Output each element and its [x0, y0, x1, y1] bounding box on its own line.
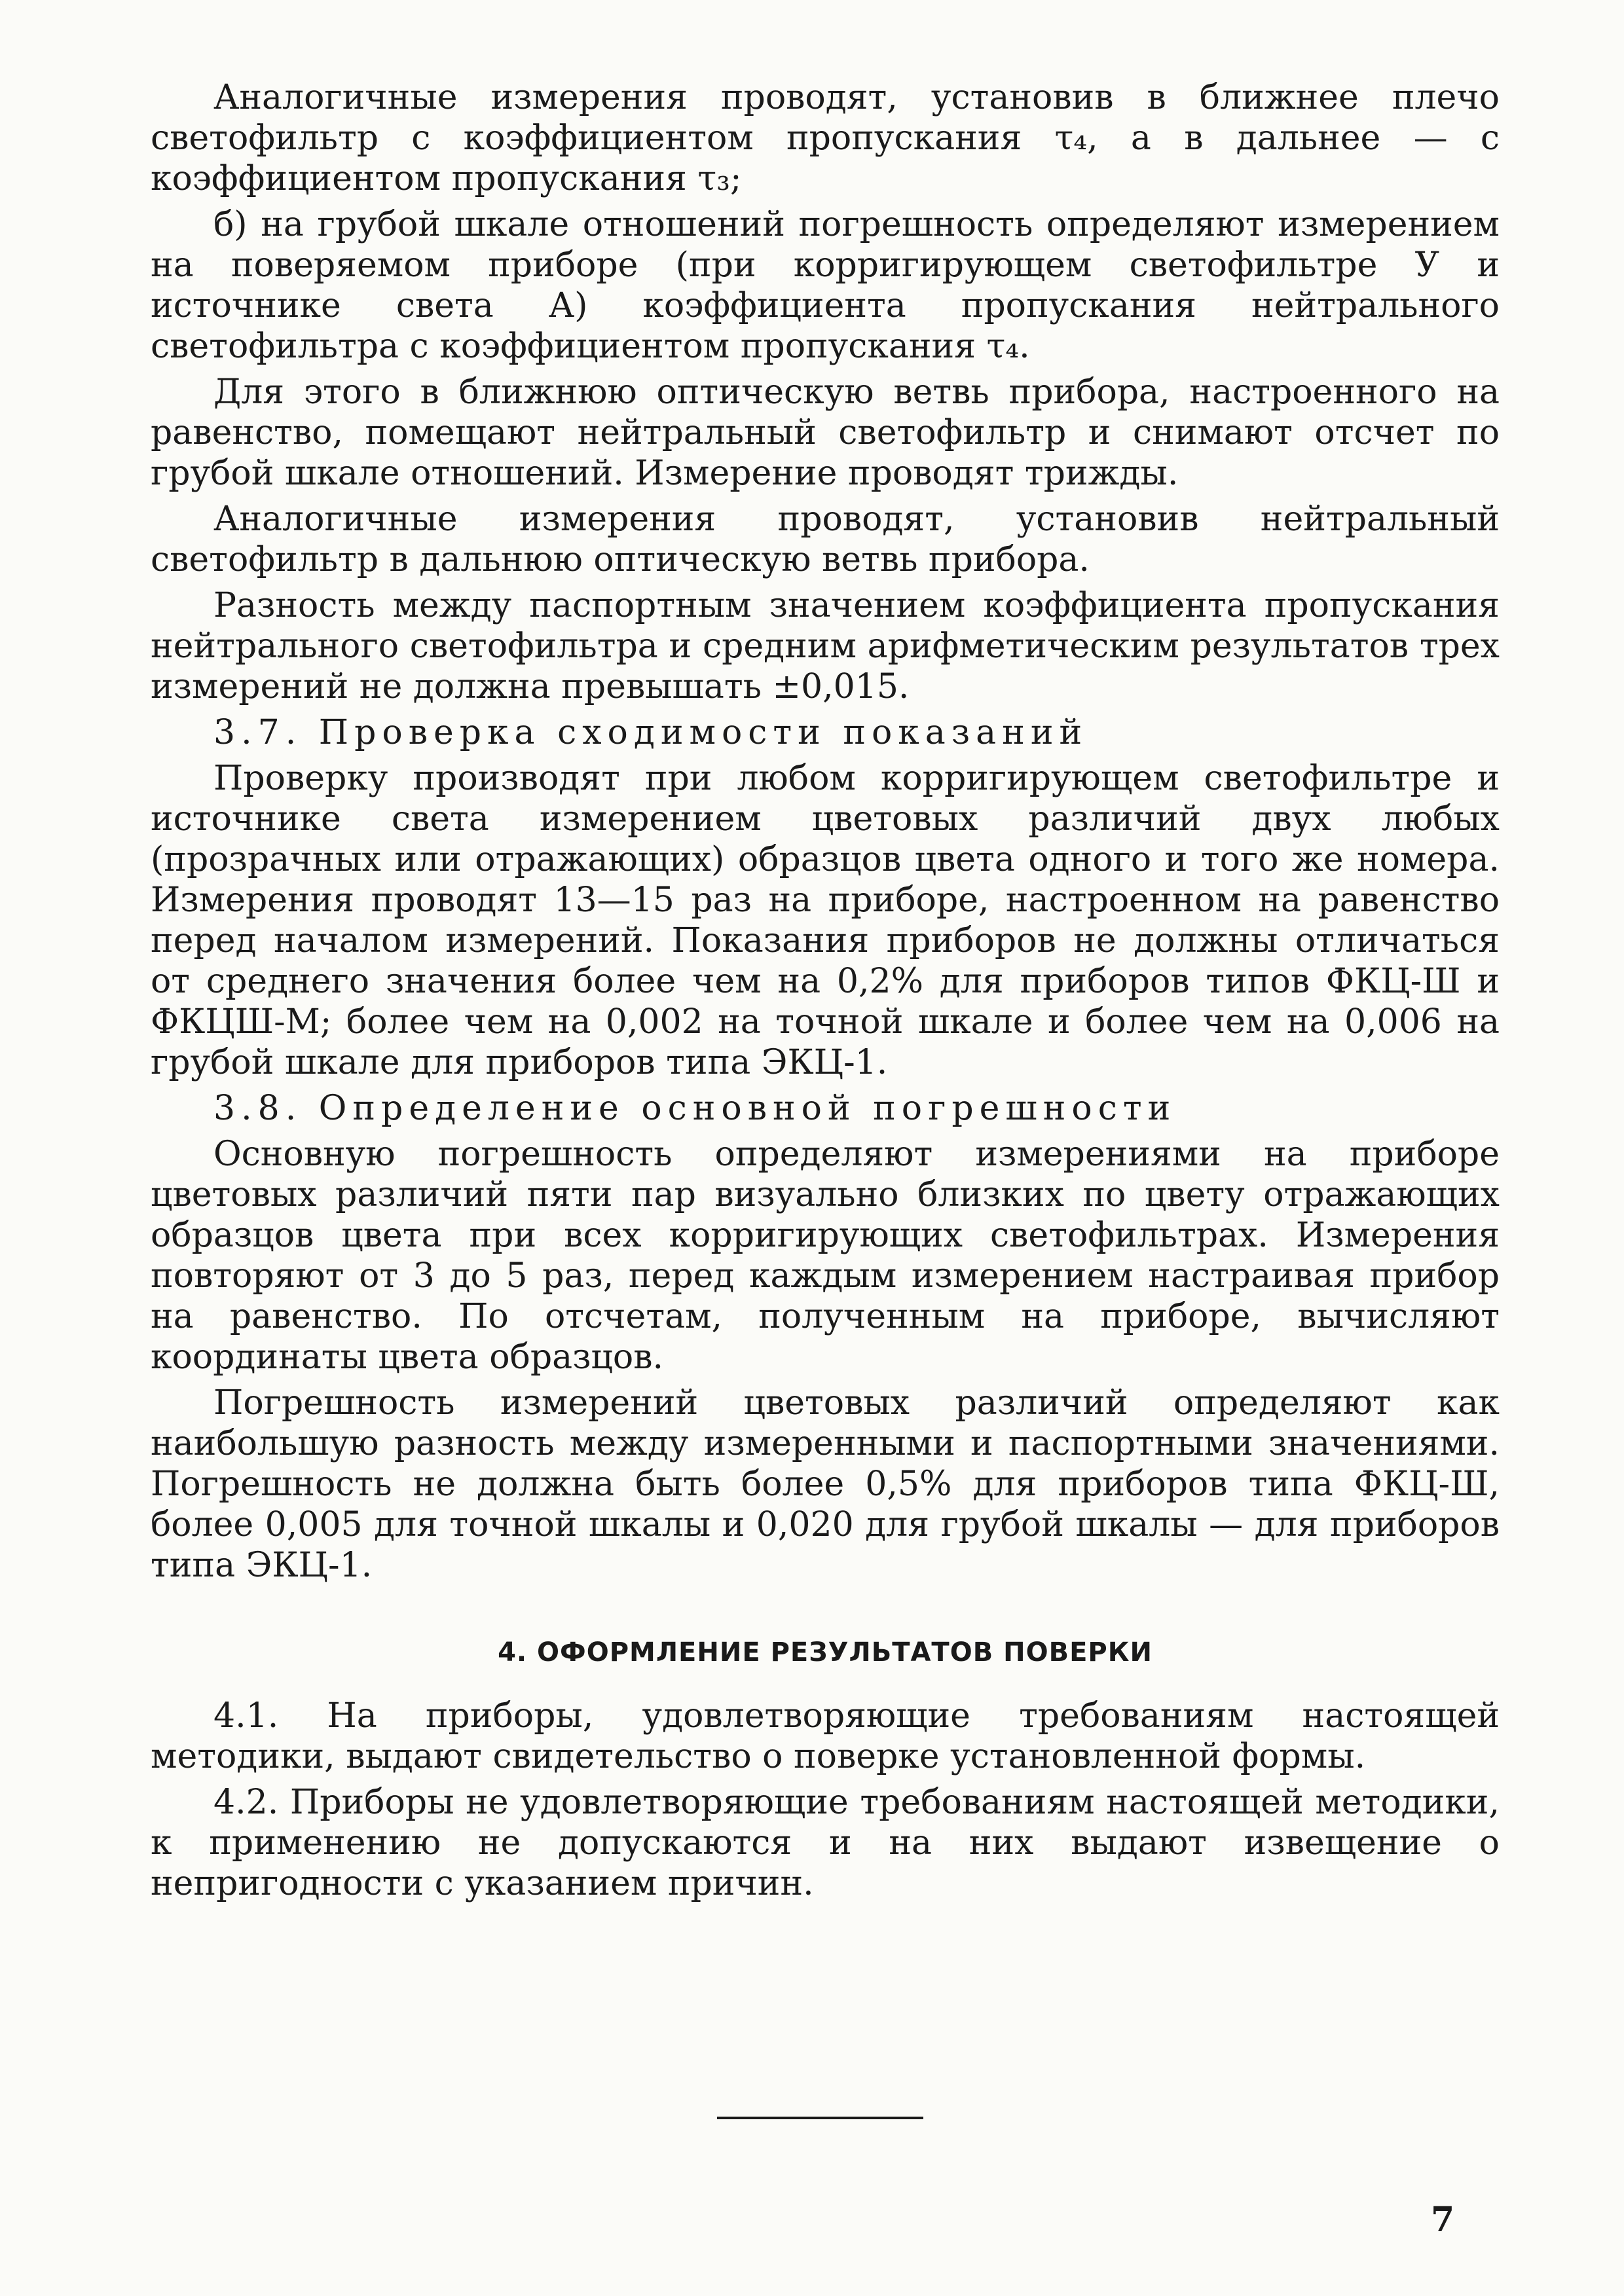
- heading-3-7: 3.7. Проверка сходимости показаний: [213, 713, 1088, 752]
- paragraph-error-limits: Погрешность измерений цветовых различий определяют как наибольшую разность между измеренными и паспортными значениями. Погрешность не должна быть более 0,5% для приборов типа ФКЦ-Ш, более 0,005 для точной шкалы и 0,020 для грубой шкалы — для приборов типа ЭКЦ-1.: [151, 1383, 1500, 1585]
- paragraph-coarse-scale-error: б) на грубой шкале отношений погрешность определяют измерением на поверяемом приборе (при корригирующем светофильтре У и источнике света А) коэффициента пропускания нейтрального светофильтра с коэффициентом пропускания τ₄.: [151, 205, 1500, 366]
- page-number: 7: [1431, 2200, 1455, 2240]
- paragraph-convergence-check: Проверку производят при любом корригирующем светофильтре и источнике света измерением цветовых различий двух любых (прозрачных или отражающих) образцов цвета одного и того же номера. Измерения проводят 13—15 раз на приборе, настроенном на равенство перед началом измерений. Показания приборов не должны отличаться от среднего значения более чем на 0,2% для приборов типов ФКЦ-Ш и ФКЦШ-М; более чем на 0,002 на точной шкале и более чем на 0,006 на грубой шкале для приборов типа ЭКЦ-1.: [151, 759, 1500, 1082]
- text-column: [151, 77, 1500, 1909]
- paragraph-4-2: 4.2. Приборы не удовлетворяющие требованиям настоящей методики, к применению не допускаются и на них выдают извещение о непригодности с указанием причин.: [151, 1783, 1500, 1903]
- paragraph-basic-error: Основную погрешность определяют измерениями на приборе цветовых различий пяти пар визуально близких по цвету отражающих образцов цвета при всех корригирующих светофильтрах. Измерения повторяют от 3 до 5 раз, перед каждым измерением настраивая прибор на равенство. По отсчетам, полученным на приборе, вычисляют координаты цвета образцов.: [151, 1135, 1500, 1377]
- paragraph-difference-limit: Разность между паспортным значением коэффициента пропускания нейтрального светофильтра и средним арифметическим результатов трех измерений не должна превышать ±0,015.: [151, 586, 1500, 706]
- heading-3-8: 3.8. Определение основной погрешности: [213, 1089, 1177, 1128]
- section-4-title: 4. ОФОРМЛЕНИЕ РЕЗУЛЬТАТОВ ПОВЕРКИ: [498, 1637, 1153, 1667]
- paragraph-near-branch: Для этого в ближнюю оптическую ветвь прибора, настроенного на равенство, помещают нейтральный светофильтр и снимают отсчет по грубой шкале отношений. Измерение проводят трижды.: [151, 373, 1500, 493]
- paragraph-far-branch: Аналогичные измерения проводят, установив нейтральный светофильтр в дальнюю оптическую ветвь прибора.: [151, 500, 1500, 579]
- paragraph-analogous-measurements: Аналогичные измерения проводят, установив в ближнее плечо светофильтр с коэффициентом пропускания τ₄, а в дальнее — с коэффициентом пропускания τ₃;: [151, 78, 1500, 198]
- paragraph-4-1: 4.1. На приборы, удовлетворяющие требованиям настоящей методики, выдают свидетельство о поверке установленной формы.: [151, 1696, 1500, 1776]
- end-rule-divider: [717, 2117, 923, 2119]
